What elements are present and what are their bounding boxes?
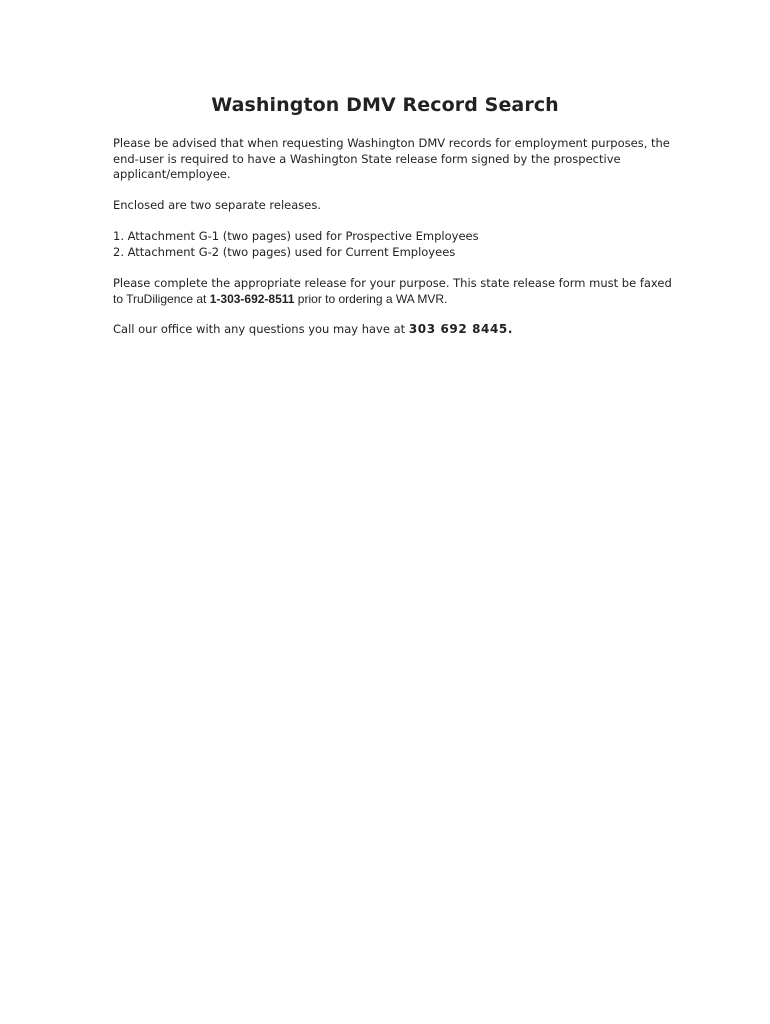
fax-suffix: prior to ordering a WA MVR. bbox=[294, 291, 448, 306]
office-phone: 303 692 8445. bbox=[408, 322, 514, 336]
page-title: Washington DMV Record Search bbox=[211, 94, 559, 116]
instructions-paragraph bbox=[113, 276, 673, 307]
instructions-line: Please complete the appropriate release for your purpose. This state release form must be faxed bbox=[113, 276, 672, 290]
intro-paragraph bbox=[113, 136, 673, 183]
fax-prefix: to TruDiligence at bbox=[113, 291, 210, 306]
list-item: 2. Attachment G-2 (two pages) used for Current Employees bbox=[113, 244, 456, 259]
intro-line: end-user is required to have a Washington State release form signed by the prospective bbox=[113, 151, 621, 166]
fax-number: 1-303-692-8511 bbox=[209, 291, 295, 306]
contact-prefix: Call our office with any questions you may have at bbox=[113, 322, 409, 336]
enclosed-text: Enclosed are two separate releases. bbox=[113, 198, 321, 212]
instructions-line bbox=[113, 292, 673, 308]
contact-paragraph bbox=[113, 322, 673, 338]
enclosed-paragraph bbox=[113, 198, 673, 214]
contact-line bbox=[113, 322, 673, 338]
intro-line: Please be advised that when requesting Washington DMV records for employment purposes, the bbox=[113, 136, 670, 150]
attachments-list bbox=[113, 229, 673, 260]
intro-line: applicant/employee. bbox=[113, 167, 231, 181]
list-item: 1. Attachment G-1 (two pages) used for Prospective Employees bbox=[113, 229, 479, 243]
